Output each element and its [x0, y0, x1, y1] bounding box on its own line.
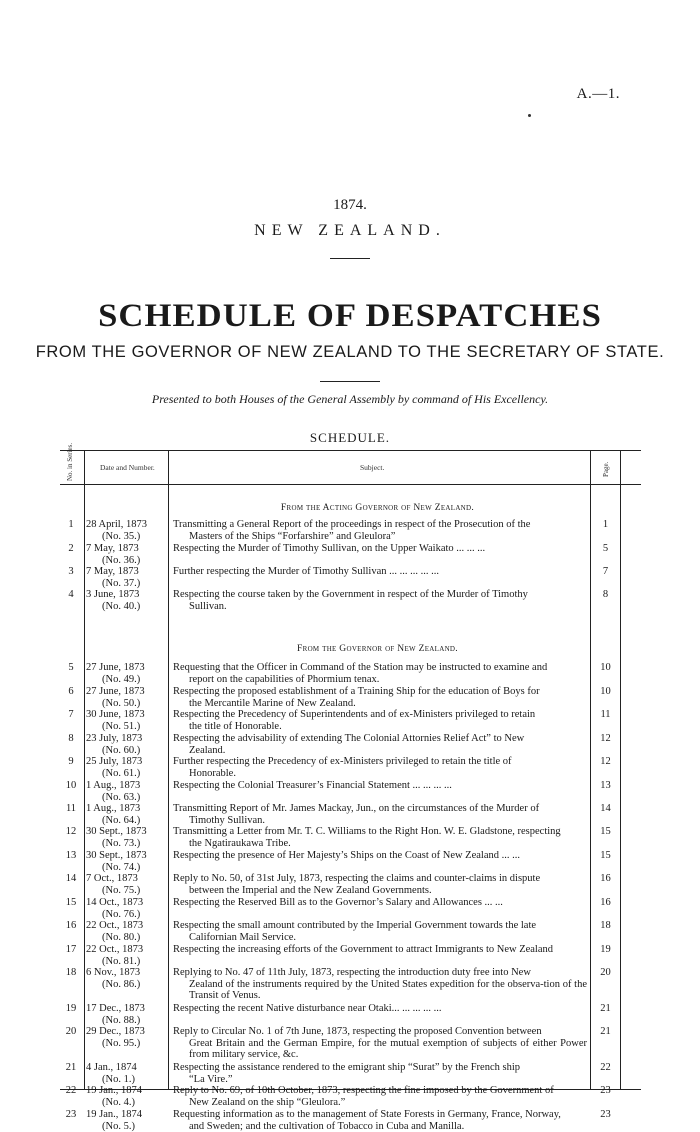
page-number: 8: [593, 589, 618, 601]
presentation-note: Presented to both Houses of the General Assembly by command of His Excellency.: [0, 392, 700, 407]
date-value: 23 July, 1873: [86, 733, 142, 744]
despatch-number: (No. 88.): [86, 1015, 166, 1027]
subject-text: Respecting the increasing efforts of the Government to attract Immigrants to New Zealand: [173, 944, 587, 956]
subject-text: Respecting the Reserved Bill as to the Governor’s Salary and Allowances ... ...: [173, 897, 587, 909]
despatch-number: (No. 61.): [86, 768, 166, 780]
subject-text: Further respecting the Murder of Timothy Sullivan ... ... ... ... ...: [173, 566, 587, 578]
despatch-date: [86, 780, 166, 803]
subject-text: Respecting the small amount contributed by the Imperial Government towards the late: [173, 920, 587, 932]
despatch-subject: [173, 733, 587, 756]
series-number: 18: [60, 967, 82, 979]
despatch-subject: [173, 756, 587, 779]
series-number: 8: [60, 733, 82, 745]
column-rule: [620, 451, 621, 1089]
despatch-subject: [173, 850, 587, 862]
ink-dot: [528, 114, 531, 117]
subject-text: Transmitting a Letter from Mr. T. C. Williams to the Right Hon. W. E. Gladstone, respecting: [173, 826, 587, 838]
despatch-subject: [173, 873, 587, 896]
despatch-date: [86, 1109, 166, 1132]
despatch-subject: [173, 1062, 587, 1085]
despatch-number: (No. 64.): [86, 815, 166, 827]
page-number: 11: [593, 709, 618, 721]
date-value: 29 Dec., 1873: [86, 1026, 145, 1037]
subject-continuation: Timothy Sullivan.: [173, 815, 587, 827]
despatch-number: (No. 1.): [86, 1074, 166, 1086]
page-number: 21: [593, 1026, 618, 1038]
date-value: 22 Oct., 1873: [86, 944, 143, 955]
date-value: 1 Aug., 1873: [86, 803, 140, 814]
despatch-date: [86, 967, 166, 990]
column-rule: [590, 451, 591, 1089]
despatch-subject: [173, 1085, 587, 1108]
despatch-number: (No. 60.): [86, 745, 166, 757]
date-value: 7 Oct., 1873: [86, 873, 138, 884]
page-number: 5: [593, 543, 618, 555]
despatch-subject: [173, 967, 587, 1002]
despatch-date: [86, 733, 166, 756]
subject-text: Respecting the proposed establishment of a Training Ship for the education of Boys for: [173, 686, 587, 698]
series-number: 14: [60, 873, 82, 885]
despatch-date: [86, 803, 166, 826]
despatch-date: [86, 944, 166, 967]
despatch-date: [86, 662, 166, 685]
page-number: 19: [593, 944, 618, 956]
column-header-date: Date and Number.: [100, 463, 155, 472]
subject-text: Reply to Circular No. 1 of 7th June, 1873, respecting the proposed Convention between: [173, 1026, 587, 1038]
subject-text: Requesting information as to the management of State Forests in Germany, France, Norway,: [173, 1109, 587, 1121]
series-number: 5: [60, 662, 82, 674]
despatch-date: [86, 850, 166, 873]
despatch-number: (No. 4.): [86, 1097, 166, 1109]
column-header-subject: Subject.: [360, 463, 384, 472]
despatch-subject: [173, 826, 587, 849]
schedule-table: [60, 450, 641, 1090]
subject-continuation: the title of Honorable.: [173, 721, 587, 733]
series-number: 23: [60, 1109, 82, 1121]
despatch-number: (No. 73.): [86, 838, 166, 850]
despatch-date: [86, 686, 166, 709]
despatch-subject: [173, 543, 587, 555]
despatch-date: [86, 1085, 166, 1108]
series-number: 12: [60, 826, 82, 838]
date-value: 30 Sept., 1873: [86, 826, 147, 837]
subject-text: Further respecting the Precedency of ex-Ministers privileged to retain the title of: [173, 756, 587, 768]
page-number: 16: [593, 873, 618, 885]
despatch-subject: [173, 686, 587, 709]
date-value: 25 July, 1873: [86, 756, 142, 767]
despatch-date: [86, 589, 166, 612]
subject-continuation: Great Britain and the German Empire, for the mutual exemption of subjects of either Power from military service, &c.: [173, 1038, 587, 1061]
subject-continuation: Californian Mail Service.: [173, 932, 587, 944]
subject-text: Reply to No. 50, of 31st July, 1873, respecting the claims and counter-claims in dispute: [173, 873, 587, 885]
column-header-page: Page.: [602, 462, 610, 477]
section-heading: From the Governor of New Zealand.: [170, 644, 585, 654]
despatch-number: (No. 76.): [86, 909, 166, 921]
series-number: 15: [60, 897, 82, 909]
page-number: 12: [593, 733, 618, 745]
document-year: 1874.: [0, 197, 700, 214]
series-number: 4: [60, 589, 82, 601]
page-number: 15: [593, 826, 618, 838]
series-number: 1: [60, 519, 82, 531]
series-number: 6: [60, 686, 82, 698]
page-subtitle: FROM THE GOVERNOR OF NEW ZEALAND TO THE SECRETARY OF STATE.: [0, 343, 700, 362]
header-rule: [60, 484, 641, 485]
date-value: 27 June, 1873: [86, 686, 145, 697]
despatch-number: (No. 40.): [86, 601, 166, 613]
page-title: SCHEDULE OF DESPATCHES: [0, 298, 700, 335]
date-value: 19 Jan., 1874: [86, 1085, 142, 1096]
schedule-heading: SCHEDULE.: [0, 430, 700, 446]
subject-continuation: Sullivan.: [173, 601, 587, 613]
series-number: 17: [60, 944, 82, 956]
subject-continuation: “La Vire.”: [173, 1074, 587, 1086]
date-value: 6 Nov., 1873: [86, 967, 140, 978]
despatch-date: [86, 756, 166, 779]
despatch-subject: [173, 519, 587, 542]
despatch-date: [86, 826, 166, 849]
subject-text: Respecting the Precedency of Superintendents and of ex-Ministers privileged to retain: [173, 709, 587, 721]
page-number: 14: [593, 803, 618, 815]
date-value: 30 Sept., 1873: [86, 850, 147, 861]
subject-continuation: the Ngatiraukawa Tribe.: [173, 838, 587, 850]
subject-continuation: New Zealand on the ship “Gleulora.”: [173, 1097, 587, 1109]
despatch-date: [86, 873, 166, 896]
date-value: 7 May, 1873: [86, 543, 139, 554]
divider: [320, 381, 380, 382]
series-number: 11: [60, 803, 82, 815]
subject-continuation: and Sweden; and the cultivation of Tobacco in Cuba and Manilla.: [173, 1121, 587, 1132]
subject-text: Respecting the Colonial Treasurer’s Financial Statement ... ... ... ...: [173, 780, 587, 792]
page-number: 10: [593, 686, 618, 698]
page-number: 23: [593, 1109, 618, 1121]
despatch-date: [86, 709, 166, 732]
despatch-subject: [173, 566, 587, 578]
despatch-number: (No. 51.): [86, 721, 166, 733]
date-value: 14 Oct., 1873: [86, 897, 143, 908]
date-value: 7 May, 1873: [86, 566, 139, 577]
despatch-date: [86, 1062, 166, 1085]
date-value: 17 Dec., 1873: [86, 1003, 145, 1014]
date-value: 27 June, 1873: [86, 662, 145, 673]
despatch-date: [86, 920, 166, 943]
page-number: 15: [593, 850, 618, 862]
date-value: 19 Jan., 1874: [86, 1109, 142, 1120]
subject-text: Transmitting Report of Mr. James Mackay, Jun., on the circumstances of the Murder of: [173, 803, 587, 815]
country-heading: NEW ZEALAND.: [0, 222, 700, 240]
despatch-date: [86, 519, 166, 542]
column-rule: [84, 451, 85, 1089]
subject-continuation: between the Imperial and the New Zealand Governments.: [173, 885, 587, 897]
series-number: 19: [60, 1003, 82, 1015]
despatch-number: (No. 95.): [86, 1038, 166, 1050]
despatch-date: [86, 543, 166, 566]
despatch-subject: [173, 920, 587, 943]
page-number: 10: [593, 662, 618, 674]
series-number: 2: [60, 543, 82, 555]
despatch-number: (No. 5.): [86, 1121, 166, 1132]
page-number: 18: [593, 920, 618, 932]
despatch-number: (No. 86.): [86, 979, 166, 991]
subject-text: Respecting the presence of Her Majesty’s Ships on the Coast of New Zealand ... ...: [173, 850, 587, 862]
despatch-number: (No. 35.): [86, 531, 166, 543]
divider: [330, 258, 370, 259]
despatch-subject: [173, 780, 587, 792]
subject-text: Reply to No. 69, of 10th October, 1873, respecting the fine imposed by the Government of: [173, 1085, 587, 1097]
page-number: 22: [593, 1062, 618, 1074]
despatch-subject: [173, 589, 587, 612]
subject-text: Respecting the course taken by the Government in respect of the Murder of Timothy: [173, 589, 587, 601]
subject-continuation: the Mercantile Marine of New Zealand.: [173, 698, 587, 710]
series-number: 20: [60, 1026, 82, 1038]
despatch-number: (No. 80.): [86, 932, 166, 944]
series-number: 10: [60, 780, 82, 792]
despatch-number: (No. 74.): [86, 862, 166, 874]
series-number: 9: [60, 756, 82, 768]
subject-text: Replying to No. 47 of 11th July, 1873, respecting the introduction duty free into New: [173, 967, 587, 979]
subject-text: Respecting the assistance rendered to the emigrant ship “Surat” by the French ship: [173, 1062, 587, 1074]
series-number: 3: [60, 566, 82, 578]
despatch-number: (No. 63.): [86, 792, 166, 804]
date-value: 1 Aug., 1873: [86, 780, 140, 791]
subject-continuation: Zealand of the instruments required by the United States expedition for the observa-tion of the Transit of Venus.: [173, 979, 587, 1002]
despatch-subject: [173, 1109, 587, 1132]
subject-text: Respecting the Murder of Timothy Sullivan, on the Upper Waikato ... ... ...: [173, 543, 587, 555]
page-number: 16: [593, 897, 618, 909]
despatch-date: [86, 1026, 166, 1049]
subject-text: Respecting the advisability of extending The Colonial Attornies Relief Act” to New: [173, 733, 587, 745]
page-number: 13: [593, 780, 618, 792]
subject-text: Respecting the recent Native disturbance near Otaki... ... ... ... ...: [173, 1003, 587, 1015]
despatch-number: (No. 75.): [86, 885, 166, 897]
date-value: 22 Oct., 1873: [86, 920, 143, 931]
despatch-number: (No. 36.): [86, 555, 166, 567]
despatch-subject: [173, 709, 587, 732]
column-rule: [168, 451, 169, 1089]
despatch-subject: [173, 1003, 587, 1015]
series-number: 22: [60, 1085, 82, 1097]
section-heading: From the Acting Governor of New Zealand.: [170, 503, 585, 513]
page-number: 23: [593, 1085, 618, 1097]
despatch-date: [86, 897, 166, 920]
page-number: 12: [593, 756, 618, 768]
date-value: 30 June, 1873: [86, 709, 145, 720]
despatch-number: (No. 49.): [86, 674, 166, 686]
series-number: 21: [60, 1062, 82, 1074]
series-number: 7: [60, 709, 82, 721]
subject-continuation: report on the capabilities of Phormium tenax.: [173, 674, 587, 686]
despatch-number: (No. 81.): [86, 956, 166, 968]
subject-continuation: Masters of the Ships “Forfarshire” and Gleulora”: [173, 531, 587, 543]
despatch-number: (No. 37.): [86, 578, 166, 590]
despatch-number: (No. 50.): [86, 698, 166, 710]
subject-continuation: Zealand.: [173, 745, 587, 757]
page-number: 20: [593, 967, 618, 979]
page-number: 1: [593, 519, 618, 531]
despatch-date: [86, 566, 166, 589]
despatch-date: [86, 1003, 166, 1026]
date-value: 4 Jan., 1874: [86, 1062, 137, 1073]
despatch-subject: [173, 1026, 587, 1061]
subject-text: Transmitting a General Report of the proceedings in respect of the Prosecution of the: [173, 519, 587, 531]
series-number: 13: [60, 850, 82, 862]
page-number: 7: [593, 566, 618, 578]
page-number: 21: [593, 1003, 618, 1015]
document-reference: A.—1.: [577, 86, 620, 103]
subject-text: Requesting that the Officer in Command of the Station may be instructed to examine and: [173, 662, 587, 674]
date-value: 3 June, 1873: [86, 589, 139, 600]
date-value: 28 April, 1873: [86, 519, 147, 530]
series-number: 16: [60, 920, 82, 932]
despatch-subject: [173, 944, 587, 956]
column-header-no: No. in Series.: [66, 443, 74, 481]
despatch-subject: [173, 897, 587, 909]
subject-continuation: Honorable.: [173, 768, 587, 780]
despatch-subject: [173, 662, 587, 685]
despatch-subject: [173, 803, 587, 826]
